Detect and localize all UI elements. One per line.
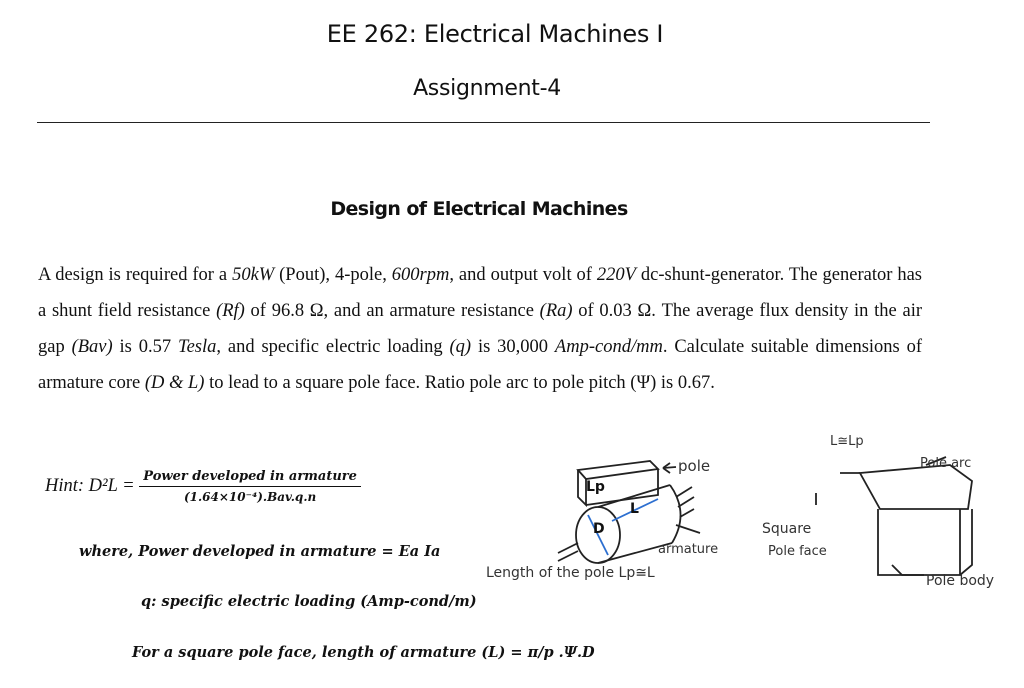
d-label: D <box>593 521 605 537</box>
hint-formula <box>45 469 361 504</box>
armature-pointer <box>676 525 700 533</box>
q-definition: q: specific electric loading (Amp-cond/m) <box>141 593 477 610</box>
problem-text: of 0.03 Ω. The average flux density in the air gap <box>38 301 923 357</box>
tesla-unit: Tesla <box>178 337 217 357</box>
problem-text: to lead to a square pole face. Ratio pole arc to pole pitch (Ψ) is 0.67. <box>204 373 715 393</box>
pole-label: pole <box>678 457 711 475</box>
problem-text: . Calculate suitable dimensions of armature core <box>38 337 923 393</box>
pole-face-label: Pole face <box>768 544 827 559</box>
problem-statement <box>38 257 922 401</box>
square-pole-formula: For a square pole face, length of armature (L) = π/p .Ψ.D <box>132 644 595 661</box>
problem-text: dc-shunt-generator. The generator has a shunt field resistance <box>38 265 922 321</box>
assignment-title: Assignment-4 <box>413 76 561 101</box>
pole-body <box>878 509 960 575</box>
pole-arc-label: Pole arc <box>920 456 972 471</box>
section-title: Design of Electrical Machines <box>330 198 628 220</box>
square-label: Square <box>762 521 812 537</box>
problem-text: A design is required for a <box>38 265 233 285</box>
speed-value: 600rpm <box>391 265 450 285</box>
q-symbol: (q) <box>449 337 472 357</box>
where-line: where, Power developed in armature = Ea Ia <box>79 543 441 560</box>
hint-fraction <box>139 469 361 504</box>
l-label: L <box>630 501 639 517</box>
dl-symbol: (D & L) <box>144 373 205 393</box>
hint-denominator: (1.64×10⁻⁴).Bav.q.n <box>183 490 317 504</box>
pole-body-side <box>960 509 972 575</box>
lp-label: Lp <box>586 479 605 495</box>
armature-label: armature <box>658 542 719 557</box>
pole-body-label: Pole body <box>926 573 995 589</box>
bav-symbol: (Bav) <box>71 337 113 357</box>
rf-symbol: (Rf) <box>216 301 245 321</box>
hint-lead: Hint: D²L = <box>45 475 135 496</box>
armature-far-end <box>670 485 681 543</box>
problem-text: of 96.8 Ω, and an armature resistance <box>244 301 540 321</box>
problem-text: is 30,000 <box>471 337 555 357</box>
shaft-left <box>558 543 578 561</box>
ra-symbol: (Ra) <box>539 301 573 321</box>
length-label: Length of the pole Lp≅L <box>486 565 655 581</box>
problem-text: , and output volt of <box>449 265 597 285</box>
voltage-value: 220V <box>596 265 636 285</box>
pole-block-top <box>578 461 658 479</box>
header-divider <box>37 122 930 123</box>
pole-body-pointer <box>892 565 924 575</box>
problem-text: is 0.57 <box>112 337 178 357</box>
problem-text: (Pout), 4-pole, <box>274 265 392 285</box>
power-value: 50kW <box>232 265 275 285</box>
lp-eq-label: L≅Lp <box>830 434 864 449</box>
course-title: EE 262: Electrical Machines I <box>326 20 664 48</box>
hint-numerator: Power developed in armature <box>139 469 361 487</box>
problem-text: , and specific electric loading <box>216 337 450 357</box>
lp-dimension <box>816 473 860 505</box>
pole-face <box>860 465 972 509</box>
pole-sketch <box>480 425 1020 615</box>
loading-unit: Amp-cond/mm <box>554 337 663 357</box>
